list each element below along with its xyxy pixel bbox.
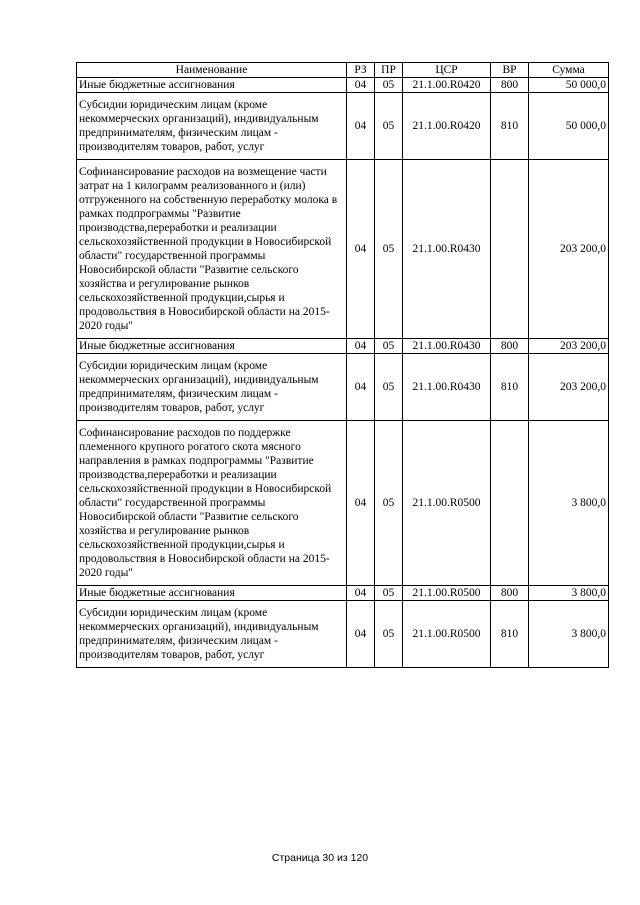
row-name: Субсидии юридическим лицам (кроме некоммерческих организаций), индивидуальным предпринимателям, физическим лицам - производителям товаров, работ, услуг xyxy=(77,601,347,668)
table-row xyxy=(77,354,609,421)
row-vr xyxy=(491,160,529,339)
row-name: Софинансирование расходов по поддержке племенного крупного рогатого скота мясного направления в рамках подпрограммы "Развитие производства,переработки и реализации сельскохозяйственной продукции в Новосибирской области" государственной программы Новосибирской области "Развитие сельского хозяйства и регулирование рынков сельскохозяйственной продукции,сырья и продовольствия в Новосибирской области на 2015-2020 годы" xyxy=(77,421,347,586)
row-vr: 810 xyxy=(491,93,529,160)
row-vr: 800 xyxy=(491,586,529,601)
table-row xyxy=(77,601,609,668)
header-pr: ПР xyxy=(375,63,403,78)
row-csr: 21.1.00.R0500 xyxy=(403,586,491,601)
row-csr: 21.1.00.R0500 xyxy=(403,421,491,586)
row-sum: 3 800,0 xyxy=(529,421,609,586)
header-rz: РЗ xyxy=(347,63,375,78)
row-rz: 04 xyxy=(347,421,375,586)
row-vr: 810 xyxy=(491,354,529,421)
table-header-row xyxy=(77,63,609,78)
row-pr: 05 xyxy=(375,586,403,601)
table-row xyxy=(77,339,609,354)
table-row xyxy=(77,160,609,339)
row-name: Иные бюджетные ассигнования xyxy=(77,586,347,601)
row-name: Иные бюджетные ассигнования xyxy=(77,78,347,93)
table-row xyxy=(77,78,609,93)
row-csr: 21.1.00.R0430 xyxy=(403,339,491,354)
row-pr: 05 xyxy=(375,160,403,339)
header-csr: ЦСР xyxy=(403,63,491,78)
row-vr: 800 xyxy=(491,78,529,93)
header-sum: Сумма xyxy=(529,63,609,78)
row-name: Субсидии юридическим лицам (кроме некоммерческих организаций), индивидуальным предпринимателям, физическим лицам - производителям товаров, работ, услуг xyxy=(77,93,347,160)
table-row xyxy=(77,586,609,601)
row-sum: 3 800,0 xyxy=(529,601,609,668)
row-csr: 21.1.00.R0420 xyxy=(403,78,491,93)
row-rz: 04 xyxy=(347,601,375,668)
row-rz: 04 xyxy=(347,586,375,601)
row-csr: 21.1.00.R0500 xyxy=(403,601,491,668)
table-row xyxy=(77,421,609,586)
row-pr: 05 xyxy=(375,93,403,160)
row-vr: 810 xyxy=(491,601,529,668)
row-sum: 3 800,0 xyxy=(529,586,609,601)
row-pr: 05 xyxy=(375,78,403,93)
row-sum: 203 200,0 xyxy=(529,339,609,354)
row-rz: 04 xyxy=(347,339,375,354)
page-number: Страница 30 из 120 xyxy=(271,852,369,864)
row-rz: 04 xyxy=(347,93,375,160)
row-pr: 05 xyxy=(375,339,403,354)
row-name: Софинансирование расходов на возмещение части затрат на 1 килограмм реализованного и (или) отгруженного на собственную переработку молока в рамках подпрограммы "Развитие производства,переработки и реализации сельскохозяйственной продукции в Новосибирской области" государственной программы Новосибирской области "Развитие сельского хозяйства и регулирование рынков сельскохозяйственной продукции,сырья и продовольствия в Новосибирской области на 2015-2020 годы" xyxy=(77,160,347,339)
row-csr: 21.1.00.R0420 xyxy=(403,93,491,160)
row-vr xyxy=(491,421,529,586)
row-pr: 05 xyxy=(375,354,403,421)
row-pr: 05 xyxy=(375,421,403,586)
row-pr: 05 xyxy=(375,601,403,668)
table-row xyxy=(77,93,609,160)
row-name: Субсидии юридическим лицам (кроме некоммерческих организаций), индивидуальным предпринимателям, физическим лицам - производителям товаров, работ, услуг xyxy=(77,354,347,421)
row-rz: 04 xyxy=(347,78,375,93)
row-name: Иные бюджетные ассигнования xyxy=(77,339,347,354)
row-vr: 800 xyxy=(491,339,529,354)
row-csr: 21.1.00.R0430 xyxy=(403,160,491,339)
row-sum: 203 200,0 xyxy=(529,160,609,339)
row-csr: 21.1.00.R0430 xyxy=(403,354,491,421)
row-rz: 04 xyxy=(347,354,375,421)
budget-table xyxy=(76,62,609,668)
header-vr: ВР xyxy=(491,63,529,78)
row-rz: 04 xyxy=(347,160,375,339)
header-name: Наименование xyxy=(77,63,347,78)
row-sum: 50 000,0 xyxy=(529,78,609,93)
row-sum: 50 000,0 xyxy=(529,93,609,160)
row-sum: 203 200,0 xyxy=(529,354,609,421)
